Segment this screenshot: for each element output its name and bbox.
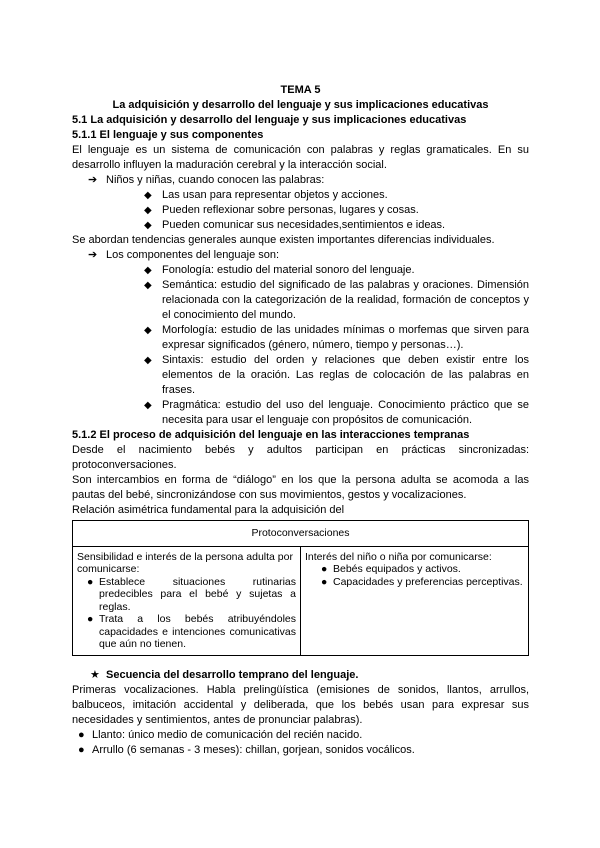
secuencia-heading: ★ Secuencia del desarrollo temprano del lenguaje. [90, 668, 359, 681]
diamond-icon: ◆ [144, 325, 152, 336]
arrow-icon: ➔ [88, 174, 98, 186]
tendencias-paragraph: Se abordan tendencias generales aunque existen importantes diferencias individuales. [72, 234, 495, 246]
bullet-icon: ● [87, 575, 94, 588]
bullet-icon: ● [87, 613, 94, 625]
section-5-1-2-heading: 5.1.2 El proceso de adquisición del lenguaje en las interacciones tempranas [72, 429, 470, 441]
protoconversaciones-table [72, 520, 529, 656]
diamond-icon: ◆ [144, 190, 152, 201]
bullet-icon: ● [321, 563, 328, 575]
list-item: ◆ Las usan para representar objetos y acciones. [144, 189, 388, 201]
table-header: Protoconversaciones [73, 521, 529, 547]
list-item: ● Arrullo (6 semanas - 3 meses): chillan, gorjean, sonidos vocálicos. [78, 743, 415, 756]
document-title: La adquisición y desarrollo del lenguaje y sus implicaciones educativas [112, 99, 489, 111]
star-icon: ★ [90, 668, 100, 681]
cell-intro: Interés del niño o niña por comunicarse: [305, 550, 492, 563]
cell-intro: Sensibilidad e interés de la persona adulta por comunicarse: [77, 550, 293, 575]
bullet-list-secuencia [72, 728, 529, 758]
cell-list [305, 563, 524, 588]
arrow-item-ninos [72, 173, 529, 188]
intercambios-paragraph: Son intercambios en forma de “diálogo” en los que la persona adulta se acomoda a las pautas del bebé, sincronizándose con sus movimientos, gestos y vocalizaciones. [72, 474, 529, 501]
relacion-paragraph: Relación asimétrica fundamental para la adquisición del [72, 504, 345, 516]
diamond-icon: ◆ [144, 400, 152, 411]
nacimiento-paragraph: Desde el nacimiento bebés y adultos participan en prácticas sincronizadas: protoconversaciones. [72, 444, 529, 471]
diamond-icon: ◆ [144, 205, 152, 216]
diamond-icon: ◆ [144, 355, 152, 366]
section-5-1-1-heading: 5.1.1 El lenguaje y sus componentes [72, 129, 264, 141]
bullet-icon: ● [78, 743, 85, 756]
diamond-icon: ◆ [144, 280, 152, 291]
list-item: ◆ Pueden comunicar sus necesidades,sentimientos e ideas. [144, 219, 446, 231]
list-item: ◆ Pueden reflexionar sobre personas, lugares y cosas. [144, 204, 419, 216]
arrow-item-componentes [72, 248, 529, 263]
list-item: ● Llanto: único medio de comunicación del recién nacido. [78, 728, 363, 741]
list-item: ● Capacidades y preferencias perceptivas. [321, 575, 523, 588]
secuencia-paragraph: Primeras vocalizaciones. Habla prelingüística (emisiones de sonidos, llantos, arrullos, balbuceos, imitación accidental y deliberada, que los bebés usan para expresar sus necesidades y sentimientos, antes de pronunciar palabras). [72, 683, 529, 726]
table-cell-nino [301, 546, 529, 655]
list-item: ◆ Morfología: estudio de las unidades mínimas o morfemas que sirven para expresar significados (género, número, tiempo y personas…). [144, 324, 529, 351]
list-item: ◆ Sintaxis: estudio del orden y relaciones que deben existir entre los elementos de la oración. Las reglas de colocación de las palabras en frases. [144, 354, 529, 396]
arrow-item-text: Niños y niñas, cuando conocen las palabras: [106, 174, 325, 186]
diamond-list-componentes [144, 263, 529, 428]
table-cell-adulta [73, 546, 301, 655]
arrow-icon: ➔ [88, 249, 98, 261]
intro-paragraph: El lenguaje es un sistema de comunicación con palabras y reglas gramaticales. En su desarrollo influyen la maduración cerebral y la interacción social. [72, 144, 529, 171]
diamond-icon: ◆ [144, 265, 152, 276]
document-page [72, 83, 529, 758]
list-item: ● Bebés equipados y activos. [321, 563, 461, 575]
arrow-item-text: Los componentes del lenguaje son: [106, 249, 280, 261]
tema-label: TEMA 5 [280, 84, 321, 96]
diamond-list-palabras [144, 188, 529, 233]
list-item: ◆ Semántica: estudio del significado de las palabras y oraciones. Dimensión relacionada con la categorización de la realidad, formación de conceptos y el conocimiento del mundo. [144, 279, 529, 321]
list-item: ● Establece situaciones rutinarias predecibles para el bebé y sujetas a reglas. [87, 575, 296, 613]
bullet-icon: ● [78, 728, 85, 741]
list-item: ◆ Fonología: estudio del material sonoro del lenguaje. [144, 264, 415, 276]
list-item: ● Trata a los bebés atribuyéndoles capacidades e intenciones comunicativas que aún no tienen. [87, 613, 296, 650]
cell-list [77, 576, 296, 651]
list-item: ◆ Pragmática: estudio del uso del lenguaje. Conocimiento práctico que se necesita para usar el lenguaje con propósitos de comunicación. [144, 399, 529, 426]
bullet-icon: ● [321, 575, 328, 588]
diamond-icon: ◆ [144, 220, 152, 231]
section-5-1-heading: 5.1 La adquisición y desarrollo del lenguaje y sus implicaciones educativas [72, 114, 467, 126]
